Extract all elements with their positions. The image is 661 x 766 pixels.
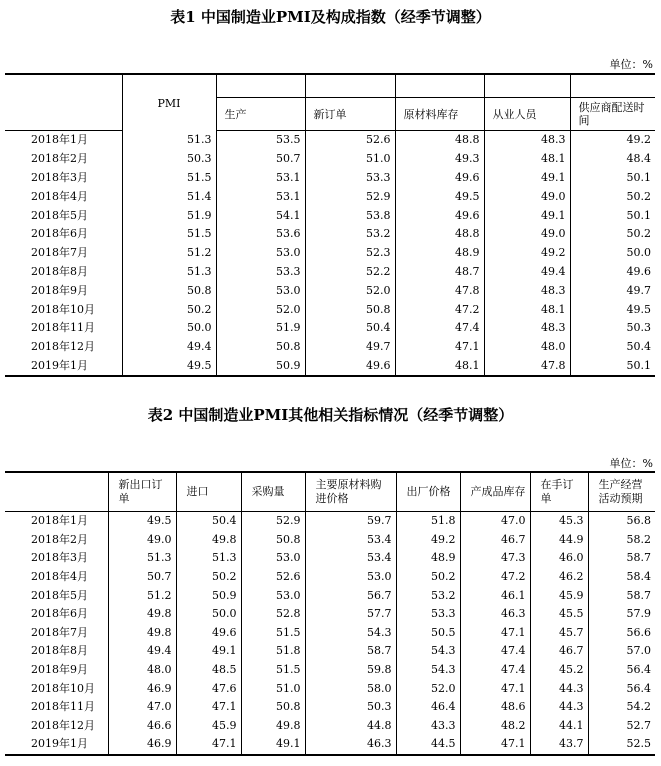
row-value: 51.9 xyxy=(216,319,305,338)
row-value: 50.0 xyxy=(122,319,216,338)
row-value: 49.2 xyxy=(570,131,655,150)
row-value: 53.0 xyxy=(305,568,396,587)
row-value: 50.8 xyxy=(122,281,216,300)
row-value: 48.0 xyxy=(484,338,570,357)
row-value: 49.8 xyxy=(241,717,305,736)
table-row xyxy=(5,624,655,643)
row-value: 50.8 xyxy=(216,338,305,357)
row-value: 51.4 xyxy=(122,187,216,206)
row-month: 2018年5月 xyxy=(31,208,88,222)
row-value: 51.5 xyxy=(122,225,216,244)
table-row xyxy=(5,735,655,755)
row-value: 49.0 xyxy=(484,225,570,244)
row-value: 56.4 xyxy=(588,661,655,680)
row-value: 49.4 xyxy=(108,642,176,661)
row-value: 47.1 xyxy=(176,735,241,755)
row-value: 51.0 xyxy=(305,150,395,169)
row-value: 56.4 xyxy=(588,679,655,698)
row-month: 2018年10月 xyxy=(31,302,95,316)
row-month: 2018年2月 xyxy=(31,532,88,546)
row-value: 50.2 xyxy=(570,225,655,244)
row-value: 53.2 xyxy=(305,225,395,244)
table-row xyxy=(5,169,655,188)
row-month: 2018年6月 xyxy=(31,607,88,621)
table-row xyxy=(5,642,655,661)
row-value: 53.0 xyxy=(216,244,305,263)
row-value: 51.2 xyxy=(108,586,176,605)
row-month: 2018年9月 xyxy=(31,283,88,297)
table-row xyxy=(5,698,655,717)
row-month: 2018年4月 xyxy=(31,189,88,203)
row-value: 47.8 xyxy=(395,281,484,300)
table2-header: 产成品库存 xyxy=(460,472,530,512)
row-month: 2018年3月 xyxy=(31,551,88,565)
table-row xyxy=(5,586,655,605)
row-value: 59.8 xyxy=(305,661,396,680)
table1-unit: 单位：% xyxy=(609,58,653,71)
row-value: 51.8 xyxy=(241,642,305,661)
row-value: 58.0 xyxy=(305,679,396,698)
row-value: 49.0 xyxy=(484,187,570,206)
row-month: 2018年1月 xyxy=(31,133,88,147)
row-value: 52.5 xyxy=(588,735,655,755)
row-value: 46.3 xyxy=(460,605,530,624)
row-value: 49.8 xyxy=(108,605,176,624)
table-row xyxy=(5,338,655,357)
row-value: 44.3 xyxy=(530,679,588,698)
row-value: 51.3 xyxy=(108,549,176,568)
row-value: 46.6 xyxy=(108,717,176,736)
table1-header: 供应商配送时间 xyxy=(570,98,655,131)
row-value: 44.3 xyxy=(530,698,588,717)
row-value: 49.6 xyxy=(395,169,484,188)
row-value: 45.7 xyxy=(530,624,588,643)
row-value: 47.4 xyxy=(460,661,530,680)
row-value: 49.1 xyxy=(484,169,570,188)
row-value: 49.8 xyxy=(176,531,241,550)
row-value: 53.3 xyxy=(216,263,305,282)
row-value: 47.2 xyxy=(395,300,484,319)
row-value: 47.1 xyxy=(460,679,530,698)
table2-header: 在手订单 xyxy=(530,472,588,512)
row-value: 53.1 xyxy=(216,169,305,188)
row-value: 52.9 xyxy=(241,512,305,531)
row-value: 50.0 xyxy=(570,244,655,263)
table-row xyxy=(5,531,655,550)
table-row xyxy=(5,225,655,244)
row-value: 53.0 xyxy=(241,586,305,605)
table-row xyxy=(5,512,655,531)
table2-header: 新出口订单 xyxy=(108,472,176,512)
row-value: 50.8 xyxy=(241,698,305,717)
row-value: 54.1 xyxy=(216,206,305,225)
table-row xyxy=(5,206,655,225)
row-value: 47.4 xyxy=(395,319,484,338)
row-month: 2018年5月 xyxy=(31,588,88,602)
row-value: 51.8 xyxy=(396,512,460,531)
table-row xyxy=(5,300,655,319)
row-value: 51.3 xyxy=(122,263,216,282)
row-value: 44.5 xyxy=(396,735,460,755)
row-value: 53.5 xyxy=(216,131,305,150)
row-month: 2018年3月 xyxy=(31,170,88,184)
row-value: 53.4 xyxy=(305,531,396,550)
row-value: 50.4 xyxy=(176,512,241,531)
row-value: 49.6 xyxy=(176,624,241,643)
row-value: 44.8 xyxy=(305,717,396,736)
table-row xyxy=(5,263,655,282)
row-month: 2018年11月 xyxy=(31,700,95,714)
row-value: 53.3 xyxy=(305,169,395,188)
row-value: 50.2 xyxy=(396,568,460,587)
row-value: 58.7 xyxy=(588,586,655,605)
row-month: 2019年1月 xyxy=(31,358,88,372)
row-value: 52.9 xyxy=(305,187,395,206)
table-row xyxy=(5,319,655,338)
table1-header: 从业人员 xyxy=(484,98,570,131)
row-value: 50.8 xyxy=(241,531,305,550)
row-value: 46.3 xyxy=(305,735,396,755)
row-month: 2018年11月 xyxy=(31,321,95,335)
row-value: 50.2 xyxy=(176,568,241,587)
table1-header: 生产 xyxy=(216,98,305,131)
row-month: 2018年4月 xyxy=(31,570,88,584)
row-value: 50.4 xyxy=(570,338,655,357)
table1 xyxy=(5,73,655,377)
row-value: 44.9 xyxy=(530,531,588,550)
row-value: 52.0 xyxy=(396,679,460,698)
row-value: 53.8 xyxy=(305,206,395,225)
row-value: 45.9 xyxy=(530,586,588,605)
row-month: 2018年8月 xyxy=(31,264,88,278)
row-value: 54.2 xyxy=(588,698,655,717)
row-value: 46.7 xyxy=(460,531,530,550)
row-value: 48.1 xyxy=(484,150,570,169)
table-row xyxy=(5,150,655,169)
row-value: 50.3 xyxy=(305,698,396,717)
row-value: 49.0 xyxy=(108,531,176,550)
row-value: 52.8 xyxy=(241,605,305,624)
row-value: 51.0 xyxy=(241,679,305,698)
row-value: 47.0 xyxy=(108,698,176,717)
row-value: 56.6 xyxy=(588,624,655,643)
row-value: 50.1 xyxy=(570,357,655,377)
row-value: 46.7 xyxy=(530,642,588,661)
row-month: 2018年12月 xyxy=(31,340,95,354)
row-value: 45.2 xyxy=(530,661,588,680)
row-value: 50.9 xyxy=(216,357,305,377)
row-month: 2018年2月 xyxy=(31,152,88,166)
row-value: 51.5 xyxy=(122,169,216,188)
row-value: 52.2 xyxy=(305,263,395,282)
table-row xyxy=(5,244,655,263)
row-value: 51.3 xyxy=(176,549,241,568)
row-value: 48.6 xyxy=(460,698,530,717)
row-value: 50.5 xyxy=(396,624,460,643)
row-value: 49.5 xyxy=(395,187,484,206)
row-value: 56.7 xyxy=(305,586,396,605)
row-value: 49.6 xyxy=(570,263,655,282)
table2-title: 表2 中国制造业PMI其他相关指标情况（经季节调整） xyxy=(147,406,514,424)
table-row xyxy=(5,679,655,698)
row-value: 47.6 xyxy=(176,679,241,698)
row-value: 49.5 xyxy=(122,357,216,377)
table-row xyxy=(5,187,655,206)
row-value: 50.1 xyxy=(570,206,655,225)
row-value: 58.7 xyxy=(305,642,396,661)
row-value: 47.0 xyxy=(460,512,530,531)
table-row xyxy=(5,357,655,377)
row-value: 51.3 xyxy=(122,131,216,150)
row-value: 47.1 xyxy=(460,624,530,643)
table-row xyxy=(5,661,655,680)
table-row xyxy=(5,605,655,624)
row-value: 49.1 xyxy=(241,735,305,755)
row-month: 2019年1月 xyxy=(31,737,88,751)
row-value: 50.8 xyxy=(305,300,395,319)
row-value: 58.4 xyxy=(588,568,655,587)
row-value: 48.8 xyxy=(395,131,484,150)
row-value: 46.4 xyxy=(396,698,460,717)
table2-header: 生产经营活动预期 xyxy=(588,472,655,512)
row-value: 49.2 xyxy=(396,531,460,550)
row-value: 58.2 xyxy=(588,531,655,550)
row-value: 58.7 xyxy=(588,549,655,568)
row-value: 48.1 xyxy=(395,357,484,377)
row-value: 51.9 xyxy=(122,206,216,225)
table1-pmi-header: PMI xyxy=(122,74,216,131)
row-value: 45.3 xyxy=(530,512,588,531)
row-value: 48.0 xyxy=(108,661,176,680)
row-value: 53.4 xyxy=(305,549,396,568)
row-value: 49.4 xyxy=(122,338,216,357)
row-value: 53.0 xyxy=(216,281,305,300)
row-value: 57.9 xyxy=(588,605,655,624)
row-value: 57.0 xyxy=(588,642,655,661)
table-row xyxy=(5,568,655,587)
row-value: 43.7 xyxy=(530,735,588,755)
row-value: 48.3 xyxy=(484,281,570,300)
row-month: 2018年12月 xyxy=(31,718,95,732)
row-month: 2018年8月 xyxy=(31,644,88,658)
row-value: 52.3 xyxy=(305,244,395,263)
row-value: 50.7 xyxy=(216,150,305,169)
table2-unit: 单位：% xyxy=(609,457,653,470)
table1-corner xyxy=(5,74,122,98)
row-value: 47.3 xyxy=(460,549,530,568)
table2-header: 出厂价格 xyxy=(396,472,460,512)
row-value: 47.1 xyxy=(176,698,241,717)
row-value: 48.2 xyxy=(460,717,530,736)
row-value: 51.5 xyxy=(241,624,305,643)
row-value: 52.7 xyxy=(588,717,655,736)
row-value: 54.3 xyxy=(396,642,460,661)
row-value: 52.6 xyxy=(305,131,395,150)
row-value: 50.9 xyxy=(176,586,241,605)
row-value: 48.9 xyxy=(396,549,460,568)
table1-corner-lower xyxy=(5,98,122,131)
table-row xyxy=(5,549,655,568)
row-value: 49.1 xyxy=(484,206,570,225)
row-value: 57.7 xyxy=(305,605,396,624)
row-value: 48.4 xyxy=(570,150,655,169)
row-value: 49.1 xyxy=(176,642,241,661)
row-value: 44.1 xyxy=(530,717,588,736)
table-row xyxy=(5,281,655,300)
table1-title: 表1 中国制造业PMI及构成指数（经季节调整） xyxy=(170,8,491,26)
row-value: 46.9 xyxy=(108,679,176,698)
row-value: 47.2 xyxy=(460,568,530,587)
row-value: 52.0 xyxy=(216,300,305,319)
row-value: 56.8 xyxy=(588,512,655,531)
row-value: 47.8 xyxy=(484,357,570,377)
row-value: 49.6 xyxy=(395,206,484,225)
row-value: 49.2 xyxy=(484,244,570,263)
row-value: 50.7 xyxy=(108,568,176,587)
row-value: 50.1 xyxy=(570,169,655,188)
row-value: 53.1 xyxy=(216,187,305,206)
table1-header: 新订单 xyxy=(305,98,395,131)
row-value: 49.7 xyxy=(570,281,655,300)
row-month: 2018年7月 xyxy=(31,246,88,260)
row-value: 48.7 xyxy=(395,263,484,282)
row-month: 2018年6月 xyxy=(31,227,88,241)
row-value: 53.6 xyxy=(216,225,305,244)
row-value: 53.2 xyxy=(396,586,460,605)
row-value: 47.4 xyxy=(460,642,530,661)
table2-header: 进口 xyxy=(176,472,241,512)
row-value: 50.3 xyxy=(570,319,655,338)
table-row xyxy=(5,131,655,150)
row-value: 52.6 xyxy=(241,568,305,587)
row-value: 46.9 xyxy=(108,735,176,755)
row-value: 48.5 xyxy=(176,661,241,680)
row-value: 54.3 xyxy=(305,624,396,643)
table2-header: 采购量 xyxy=(241,472,305,512)
row-value: 50.2 xyxy=(570,187,655,206)
row-value: 59.7 xyxy=(305,512,396,531)
row-month: 2018年9月 xyxy=(31,663,88,677)
row-value: 50.0 xyxy=(176,605,241,624)
row-value: 49.8 xyxy=(108,624,176,643)
table1-header: 原材料库存 xyxy=(395,98,484,131)
row-value: 49.6 xyxy=(305,357,395,377)
row-value: 46.2 xyxy=(530,568,588,587)
row-value: 54.3 xyxy=(396,661,460,680)
row-month: 2018年7月 xyxy=(31,625,88,639)
row-value: 45.9 xyxy=(176,717,241,736)
row-value: 51.5 xyxy=(241,661,305,680)
row-value: 53.0 xyxy=(241,549,305,568)
table-row xyxy=(5,717,655,736)
row-value: 49.3 xyxy=(395,150,484,169)
row-value: 52.0 xyxy=(305,281,395,300)
row-value: 50.4 xyxy=(305,319,395,338)
row-value: 49.7 xyxy=(305,338,395,357)
row-value: 48.9 xyxy=(395,244,484,263)
row-value: 45.5 xyxy=(530,605,588,624)
row-value: 50.2 xyxy=(122,300,216,319)
row-value: 48.3 xyxy=(484,131,570,150)
table2-header: 主要原材料购进价格 xyxy=(305,472,396,512)
row-value: 46.1 xyxy=(460,586,530,605)
row-value: 48.3 xyxy=(484,319,570,338)
row-value: 46.0 xyxy=(530,549,588,568)
row-value: 48.1 xyxy=(484,300,570,319)
table2 xyxy=(5,471,655,756)
row-value: 50.3 xyxy=(122,150,216,169)
row-value: 48.8 xyxy=(395,225,484,244)
row-value: 47.1 xyxy=(395,338,484,357)
row-value: 51.2 xyxy=(122,244,216,263)
row-month: 2018年10月 xyxy=(31,681,95,695)
row-month: 2018年1月 xyxy=(31,514,88,528)
table2-corner xyxy=(5,472,108,512)
row-value: 43.3 xyxy=(396,717,460,736)
row-value: 49.4 xyxy=(484,263,570,282)
row-value: 53.3 xyxy=(396,605,460,624)
row-value: 49.5 xyxy=(108,512,176,531)
row-value: 47.1 xyxy=(460,735,530,755)
row-value: 49.5 xyxy=(570,300,655,319)
